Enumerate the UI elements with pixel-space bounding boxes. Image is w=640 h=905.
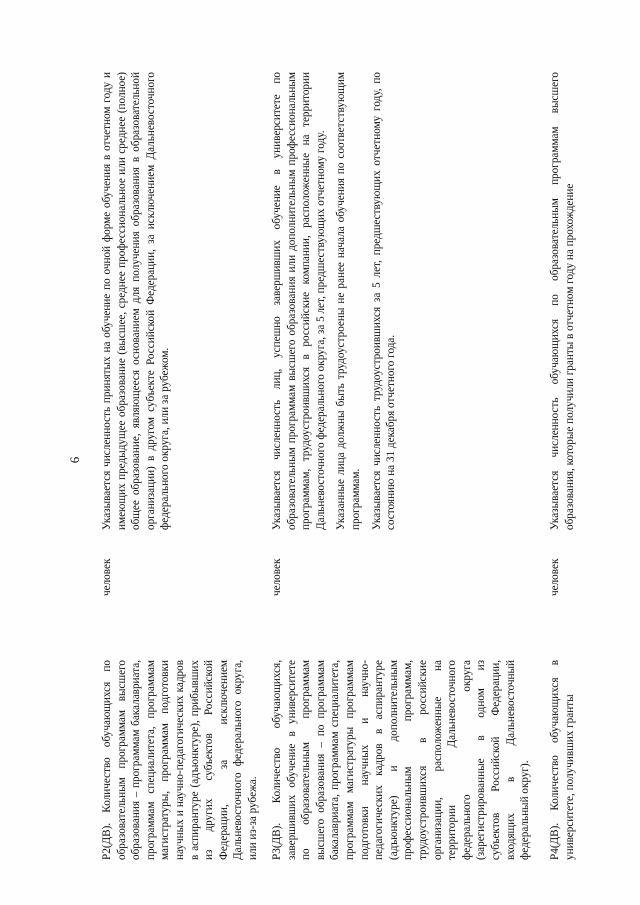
row-note: Указывается численность обучающихся по образовательным программам высшего образования, которые получили гранты в отчетном году на прохождение bbox=[549, 72, 576, 530]
row-note: Указывается численность трудоустроившихся за 5 лет, предшествующих отчетному году, по состоянию на 31 декабря отчетного года. bbox=[370, 72, 398, 530]
row-notes bbox=[548, 72, 583, 530]
row-note: Указывается численность лиц, успешно завершивших обучение в университете по образовательным программам высшего образования или дополнительным профессиональным программам, трудоустроившихся в российские компании, расположенные на территории Дальневосточного федерального округа, за 5 лет, предшествующих отчетному году. bbox=[271, 72, 327, 530]
row-note: Указывается численность принятых на обучение по очной форме обучения в отчетном году и имеющих предыдущее образование (высшее, среднее профессиональное или среднее (полное) общее образование, являющееся основанием для получения образования в образовательной организации) в другом субъекте Российской Федерации, за исключением Дальневосточного федерального округа, или за рубежом. bbox=[101, 72, 172, 530]
row-notes bbox=[100, 72, 179, 530]
row-code: Р3(ДВ). bbox=[271, 822, 283, 860]
row-unit: человек bbox=[101, 558, 113, 596]
row-code: Р4(ДВ). bbox=[549, 822, 561, 860]
row-code: Р2(ДВ). bbox=[101, 822, 113, 860]
row-description-text: Количество обучающихся по образовательным программам высшего образования – программам бакалавриата, программам специалитета, программам магистратуры, программам подготовки научных и научно-педагогических кадров в аспирантуре (адъюнктуре), прибывших из других субъектов Российской Федерации, за исключением Дальневосточного федерального округа, или из-за рубежа. bbox=[101, 660, 259, 860]
page-number: 6 bbox=[67, 456, 82, 464]
row-unit: человек bbox=[549, 558, 561, 596]
row-description bbox=[270, 660, 533, 860]
row-unit: человек bbox=[271, 558, 283, 596]
row-description-text: Количество обучающихся в университете, получивших гранты bbox=[549, 660, 576, 860]
row-description-text: Количество обучающихся, завершивших обучение в университете по образовательным программам высшего образования – по программам бакалавриата, программам специалитета, программам магистратуры программам подготовки научных и научно-педагогических кадров в аспирантуре (адъюнктуре) и дополнительным профессиональным программам, трудоустроившихся в российские организации, расположенные на территории Дальневосточного федерального округа (зарегистрированные в одном из субъектов Российской Федерации, входящих в Дальневосточный федеральный округ). bbox=[271, 660, 532, 860]
rotated-table bbox=[67, 60, 600, 860]
row-description bbox=[548, 660, 577, 860]
row-notes bbox=[270, 72, 405, 530]
row-note: Указанные лица должны быть трудоустроены не ранее начала обучения по соответствующим программам. bbox=[335, 72, 362, 530]
row-description bbox=[100, 660, 261, 860]
